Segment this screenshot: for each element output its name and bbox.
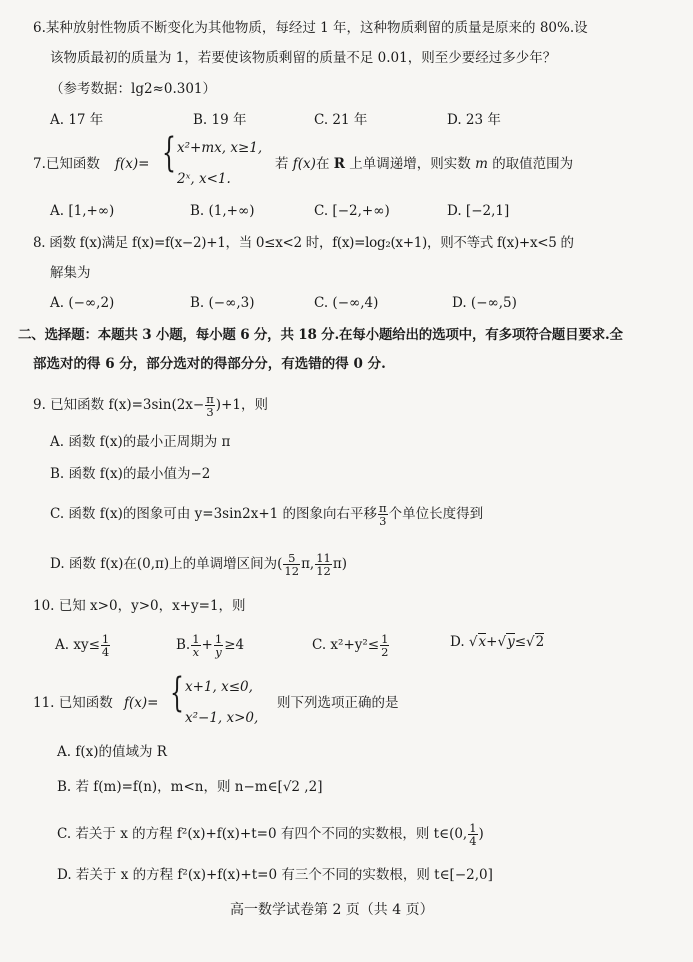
q10-d-two: 2 [535, 634, 545, 650]
q11-c-frac-num: 1 [469, 821, 477, 835]
q11-case2: x²−1, x>0, [185, 710, 259, 726]
q10-c-frac-den: 2 [381, 645, 389, 659]
q9-d-f1-den: 12 [284, 564, 300, 578]
q7-option-d: D. [−2,1] [447, 203, 510, 219]
q10-b-pre: B. [176, 637, 191, 653]
q10-b-plus: + [201, 637, 213, 653]
q8-line1: 8. 函数 f(x)满足 f(x)=f(x−2)+1，当 0≤x<2 时，f(x)=log₂(x+1)，则不等式 f(x)+x<5 的 [33, 235, 574, 251]
q10-b-f1-den: x [192, 645, 200, 659]
q11-brace: { [170, 670, 184, 716]
q7-cond-pre: 若 [275, 156, 289, 172]
q7-option-a: A. [1,+∞) [50, 203, 115, 219]
q6-reference: （参考数据：lg2≈0.301） [50, 81, 217, 97]
q10-d-x: x [478, 634, 487, 650]
q9-frac-den: 3 [206, 405, 214, 419]
q11-option-d: D. 若关于 x 的方程 f²(x)+f(x)+t=0 有三个不同的实数根，则 t∈[−2,0] [57, 867, 493, 883]
q10-stem: 10. 已知 x>0，y>0，x+y=1，则 [33, 598, 246, 614]
q10-c-fraction [380, 633, 389, 658]
q6-line2: 该物质最初的质量为 1，若要使该物质剩留的质量不足 0.01，则至少要经过多少年？ [50, 50, 557, 66]
q7-condition [275, 155, 573, 173]
page-footer: 高一数学试卷第 2 页（共 4 页） [230, 902, 434, 918]
q9-option-a: A. 函数 f(x)的最小正周期为 π [50, 434, 231, 450]
q11-function: f(x)= [124, 695, 159, 711]
q9-c-fraction [378, 502, 388, 527]
q10-c-frac-num: 1 [381, 632, 389, 646]
q11-option-b: B. 若 f(m)=f(n)，m<n，则 n−m∈[√2 ,2] [57, 779, 323, 795]
q10-b-f2-num: 1 [214, 632, 223, 646]
q9-option-d [50, 552, 347, 577]
q10-d-pre: D. √ [450, 634, 478, 650]
q6-option-a: A. 17 年 [50, 112, 104, 128]
q7-number: 7.已知函数 [33, 156, 100, 172]
q9-option-b: B. 函数 f(x)的最小值为−2 [50, 466, 211, 482]
q11-c-post: ) [478, 826, 484, 842]
q11-option-a: A. f(x)的值域为 R [57, 744, 167, 760]
section2-line1: 二、选择题：本题共 3 小题，每小题 6 分，共 18 分.在每小题给出的选项中，有多项符合题目要求.全 [18, 327, 623, 343]
q7-option-c: C. [−2,+∞) [314, 203, 390, 219]
q9-c-post: 个单位长度得到 [388, 506, 484, 522]
q10-b-post: ≥4 [224, 637, 245, 653]
q8-option-b: B. (−∞,3) [190, 295, 255, 311]
q9-d-f2-num: 11 [316, 551, 331, 565]
q10-b-f1-num: 1 [192, 632, 200, 646]
q10-option-a [55, 633, 111, 658]
q9-d-fraction2 [315, 552, 332, 577]
q10-a-frac-den: 4 [101, 645, 110, 659]
q7-cond-f: f(x) [292, 156, 316, 172]
q11-case1: x+1, x≤0, [185, 679, 253, 695]
q10-b-f2-den: y [215, 645, 222, 659]
q7-cond-r: R [333, 156, 345, 172]
q7-cond-m: m [475, 156, 488, 172]
q7-function: f(x)= [115, 156, 150, 172]
q10-option-b [176, 633, 244, 658]
q8-option-d: D. (−∞,5) [452, 295, 517, 311]
q10-d-le: ≤√ [514, 634, 535, 650]
q7-cond-in: 在 [315, 156, 330, 172]
q10-b-fraction2 [214, 633, 223, 658]
q10-option-d [450, 633, 544, 651]
q8-option-c: C. (−∞,4) [314, 295, 379, 311]
q10-a-fraction [101, 633, 110, 658]
q10-option-c [312, 633, 390, 658]
q7-case2: 2ˣ, x<1. [177, 171, 231, 187]
q9-stem [33, 393, 268, 418]
q9-stem-post: )+1，则 [215, 397, 268, 413]
q11-c-pre: C. 若关于 x 的方程 f²(x)+f(x)+t=0 有四个不同的实数根，则 t∈(0, [57, 826, 468, 842]
q9-d-fraction1 [283, 552, 300, 577]
q10-a-pre: A. xy≤ [55, 637, 100, 653]
q10-d-plus: +√ [486, 634, 507, 650]
q11-c-frac-den: 4 [469, 834, 477, 848]
q10-c-pre: C. x²+y²≤ [312, 637, 380, 653]
q10-a-frac-num: 1 [101, 632, 110, 646]
q9-stem-fraction [205, 393, 215, 418]
q9-option-c [50, 502, 483, 527]
q6-option-d: D. 23 年 [447, 112, 501, 128]
q8-line2: 解集为 [50, 265, 91, 281]
q9-d-post: π) [332, 556, 348, 572]
q6-line1: 6.某种放射性物质不断变化为其他物质，每经过 1 年，这种物质剩留的质量是原来的 80%.设 [33, 20, 588, 36]
q7-case1: x²+mx, x≥1, [177, 140, 263, 156]
q11-option-c [57, 822, 484, 847]
q9-d-f2-den: 12 [316, 564, 331, 578]
q9-d-pre: D. 函数 f(x)在(0,π)上的单调增区间为( [50, 556, 283, 572]
q7-cond-post: 上单调递增，则实数 [349, 156, 471, 172]
q11-post: 则下列选项正确的是 [277, 695, 399, 711]
q10-d-y: y [507, 634, 515, 650]
q8-option-a: A. (−∞,2) [50, 295, 115, 311]
q9-c-pre: C. 函数 f(x)的图象可由 y=3sin2x+1 的图象向右平移 [50, 506, 378, 522]
q9-d-mid: π, [301, 556, 315, 572]
q6-option-c: C. 21 年 [314, 112, 368, 128]
q11-c-fraction [468, 822, 477, 847]
q9-d-f1-num: 5 [283, 552, 300, 565]
q7-option-b: B. (1,+∞) [190, 203, 255, 219]
q11-number: 11. 已知函数 [33, 695, 113, 711]
q10-b-fraction1 [191, 633, 200, 658]
q9-frac-num: π [206, 392, 214, 406]
q9-c-frac-den: 3 [379, 514, 387, 528]
section2-line2: 部选对的得 6 分，部分选对的得部分分，有选错的得 0 分. [33, 356, 386, 372]
q7-cond-end: 的取值范围为 [492, 156, 574, 172]
q6-option-b: B. 19 年 [193, 112, 247, 128]
q7-brace: { [162, 130, 176, 176]
q9-stem-pre: 9. 已知函数 f(x)=3sin(2x− [33, 397, 205, 413]
q9-c-frac-num: π [379, 501, 387, 515]
